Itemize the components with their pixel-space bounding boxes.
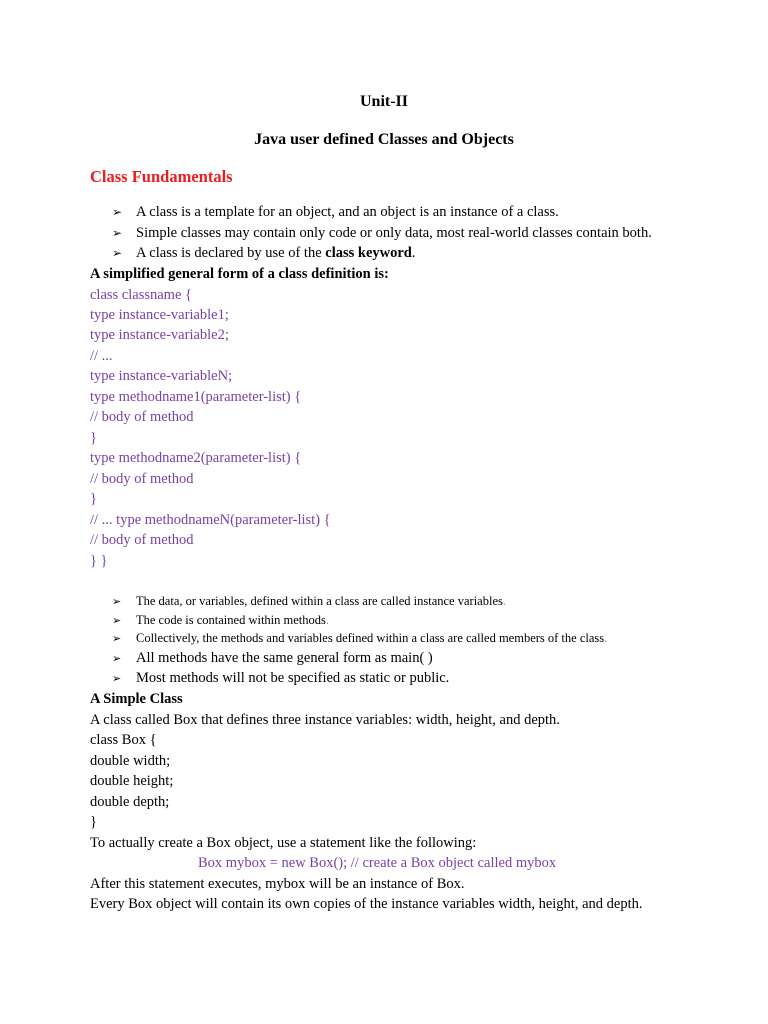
bullet-text: The data, or variables, defined within a class are called instance variables bbox=[136, 594, 503, 608]
detail-bullet-list bbox=[112, 592, 607, 688]
code-line: type instance-variableN; bbox=[90, 368, 233, 384]
code-line: // ... bbox=[90, 348, 113, 364]
bullet-text: Most methods will not be specified as static or public. bbox=[136, 669, 450, 686]
after-statement-text: After this statement executes, mybox will be an instance of Box. bbox=[90, 876, 465, 892]
bullet-end: . bbox=[604, 631, 608, 645]
code-line: double width; bbox=[90, 753, 171, 769]
bullet-text: Simple classes may contain only code or only data, most real-world classes contain both. bbox=[136, 224, 652, 241]
bullet-text: All methods have the same general form as main( ) bbox=[136, 649, 433, 666]
arrowhead-bullet-icon: ➢ bbox=[112, 595, 122, 608]
code-line: // body of method bbox=[90, 532, 194, 548]
intro-bullet-list bbox=[112, 202, 652, 264]
arrowhead-bullet-icon: ➢ bbox=[112, 246, 123, 260]
arrowhead-bullet-icon: ➢ bbox=[112, 651, 122, 665]
code-line: double height; bbox=[90, 773, 174, 789]
create-intro-text: To actually create a Box object, use a statement like the following: bbox=[90, 835, 477, 851]
code-line: type methodname1(parameter-list) { bbox=[90, 389, 302, 405]
bullet-text: A class is declared by use of the bbox=[136, 245, 326, 261]
bullet-text: Collectively, the methods and variables defined within a class are called members of the class bbox=[136, 631, 605, 645]
code-line: } bbox=[90, 814, 97, 830]
instance-copies-text: Every Box object will contain its own copies of the instance variables width, height, and depth. bbox=[90, 896, 643, 912]
list-item bbox=[112, 202, 652, 223]
simple-class-heading: A Simple Class bbox=[90, 691, 183, 707]
simple-class-description: A class called Box that defines three instance variables: width, height, and depth. bbox=[90, 712, 560, 728]
code-line: class classname { bbox=[90, 287, 192, 303]
list-item bbox=[112, 629, 607, 648]
code-line: // ... type methodnameN(parameter-list) { bbox=[90, 512, 331, 528]
bullet-suffix: . bbox=[411, 245, 416, 261]
code-line: // body of method bbox=[90, 409, 194, 425]
bullet-text: A class is a template for an object, and an object is an instance of a class. bbox=[136, 204, 559, 220]
code-line: class Box { bbox=[90, 732, 157, 748]
list-item bbox=[112, 611, 607, 630]
list-item bbox=[112, 243, 652, 264]
list-item bbox=[112, 592, 607, 611]
document-title: Java user defined Classes and Objects bbox=[254, 131, 514, 148]
list-item bbox=[112, 648, 607, 668]
code-line: } bbox=[90, 491, 97, 507]
code-line: type instance-variable1; bbox=[90, 307, 229, 323]
arrowhead-bullet-icon: ➢ bbox=[112, 205, 123, 219]
bullet-end: . bbox=[502, 594, 506, 608]
arrowhead-bullet-icon: ➢ bbox=[112, 632, 122, 645]
bullet-text: The code is contained within methods bbox=[136, 612, 326, 627]
bullet-keyword: class keyword bbox=[325, 245, 412, 261]
bullet-end: . bbox=[325, 612, 330, 627]
code-line: } } bbox=[90, 553, 108, 569]
arrowhead-bullet-icon: ➢ bbox=[112, 671, 122, 685]
code-line: } bbox=[90, 430, 97, 446]
code-line: type methodname2(parameter-list) { bbox=[90, 450, 302, 466]
list-item bbox=[112, 223, 652, 244]
general-form-heading: A simplified general form of a class definition is: bbox=[90, 266, 389, 282]
list-item bbox=[112, 668, 607, 688]
code-line: double depth; bbox=[90, 794, 170, 810]
code-line: // body of method bbox=[90, 471, 194, 487]
code-line: type instance-variable2; bbox=[90, 327, 229, 343]
arrowhead-bullet-icon: ➢ bbox=[112, 613, 122, 627]
unit-heading: Unit-II bbox=[359, 93, 408, 110]
arrowhead-bullet-icon: ➢ bbox=[112, 225, 123, 240]
create-statement: Box mybox = new Box(); // create a Box object called mybox bbox=[198, 855, 557, 871]
section-heading: Class Fundamentals bbox=[90, 167, 233, 186]
